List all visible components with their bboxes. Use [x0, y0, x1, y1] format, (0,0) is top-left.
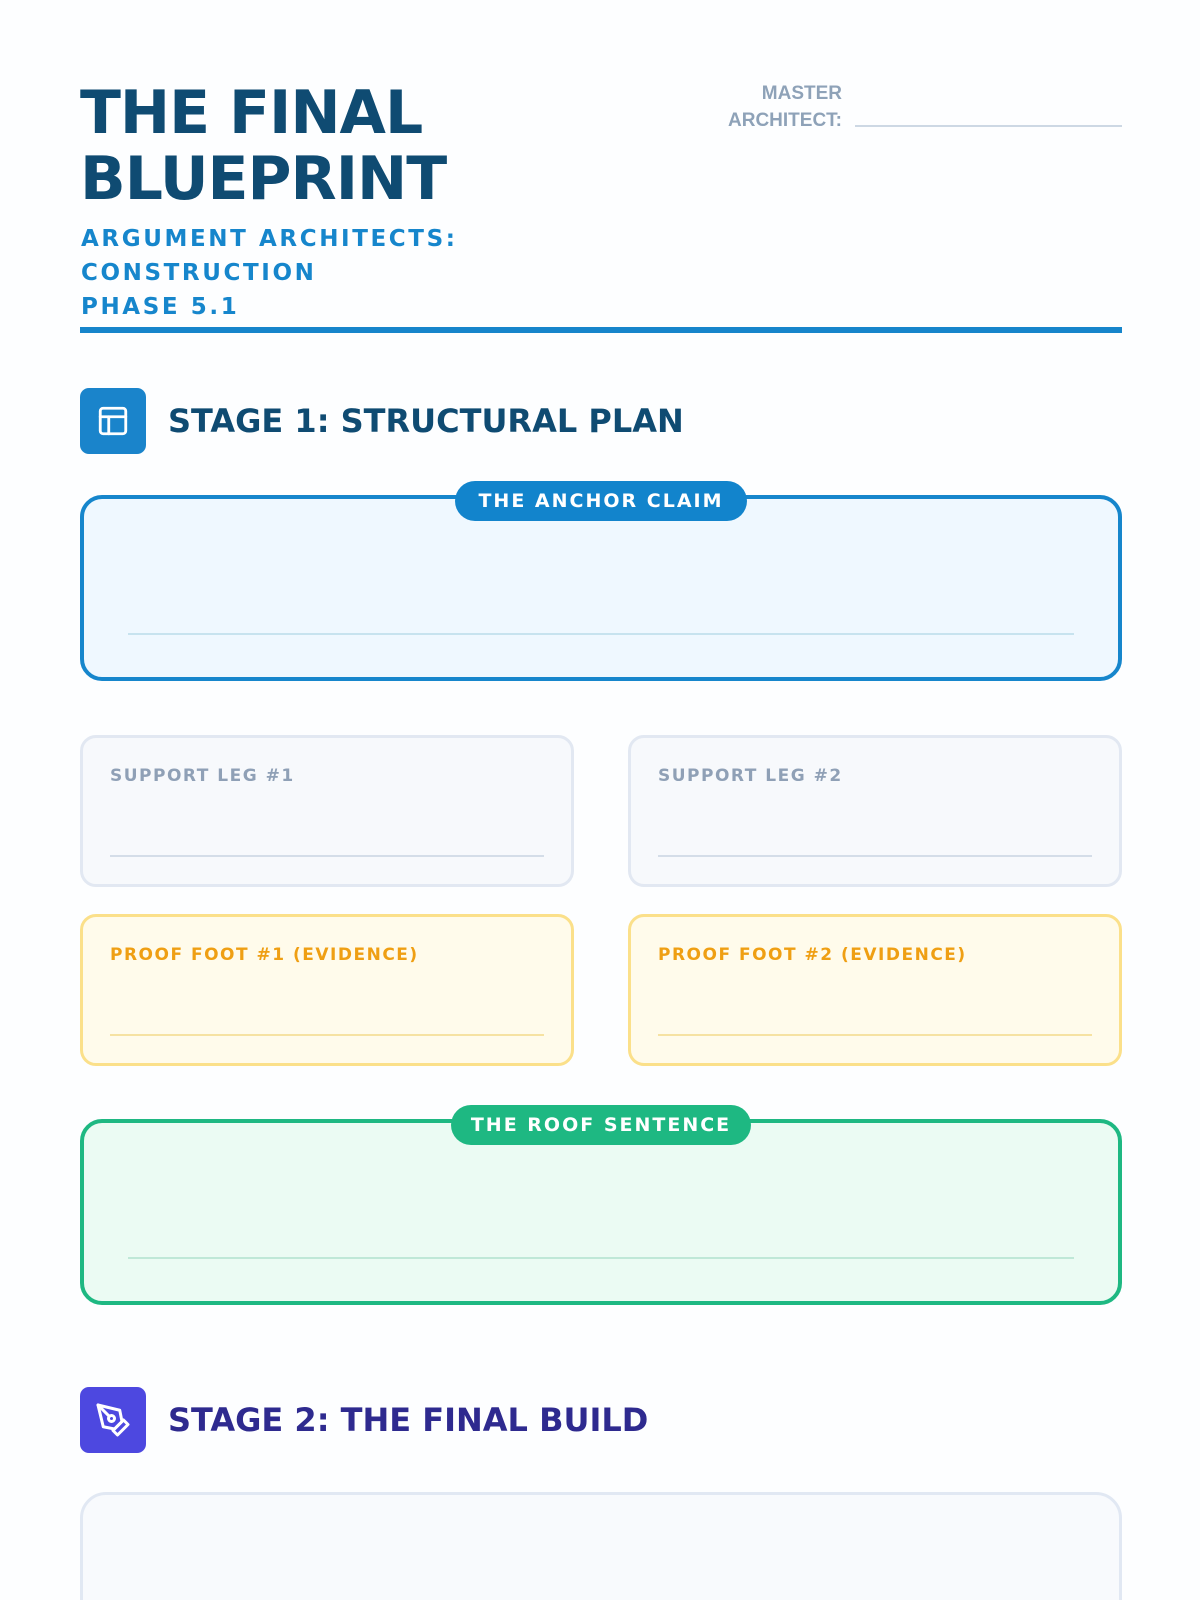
support-leg-1-label: SUPPORT LEG #1: [110, 766, 295, 786]
page-subtitle: [81, 222, 701, 324]
anchor-claim-label: THE ANCHOR CLAIM: [455, 481, 747, 521]
anchor-claim-write-line: [128, 633, 1074, 635]
header-divider: [80, 327, 1122, 333]
layout-icon: [80, 388, 146, 454]
title-line-1: THE FINAL: [80, 78, 423, 148]
stage-1-title: STAGE 1: STRUCTURAL PLAN: [168, 402, 684, 440]
roof-sentence-label: THE ROOF SENTENCE: [451, 1105, 751, 1145]
roof-sentence-write-line: [128, 1257, 1074, 1259]
architect-label-line-2: ARCHITECT:: [728, 110, 842, 131]
master-architect-label: [700, 80, 842, 134]
master-architect-field[interactable]: [855, 125, 1122, 127]
support-leg-2-write-line: [658, 855, 1092, 857]
proof-foot-2-label: PROOF FOOT #2 (EVIDENCE): [658, 945, 967, 965]
final-build-box[interactable]: [80, 1492, 1122, 1600]
support-leg-1-write-line: [110, 855, 544, 857]
proof-foot-2-write-line: [658, 1034, 1092, 1036]
proof-foot-1-box[interactable]: [80, 914, 574, 1066]
page-title: [80, 80, 720, 212]
proof-foot-2-box[interactable]: [628, 914, 1122, 1066]
support-leg-2-box[interactable]: [628, 735, 1122, 887]
stage-2-title: STAGE 2: THE FINAL BUILD: [168, 1401, 649, 1439]
architect-label-line-1: MASTER: [761, 83, 842, 104]
anchor-claim-box[interactable]: [80, 495, 1122, 681]
support-leg-2-label: SUPPORT LEG #2: [658, 766, 843, 786]
title-line-2: BLUEPRINT: [80, 144, 447, 214]
roof-sentence-box[interactable]: [80, 1119, 1122, 1305]
subtitle-line-2: PHASE 5.1: [81, 294, 240, 320]
pen-tool-icon: [80, 1387, 146, 1453]
subtitle-line-1: ARGUMENT ARCHITECTS: CONSTRUCTION: [81, 226, 458, 286]
support-leg-1-box[interactable]: [80, 735, 574, 887]
proof-foot-1-label: PROOF FOOT #1 (EVIDENCE): [110, 945, 419, 965]
proof-foot-1-write-line: [110, 1034, 544, 1036]
